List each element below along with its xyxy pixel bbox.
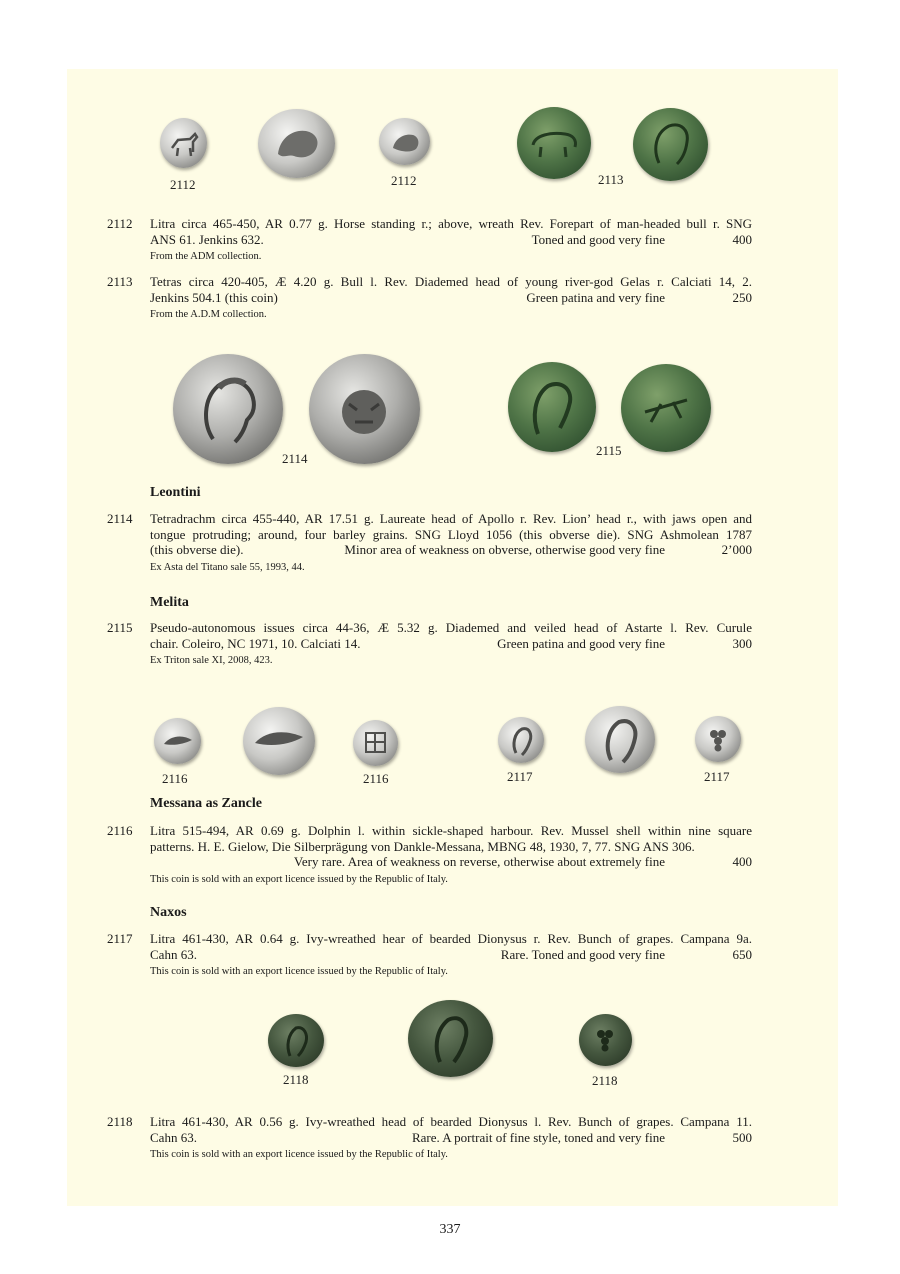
lot-text-line	[150, 290, 752, 306]
figure-label: 2118	[592, 1073, 618, 1088]
lot-number: 2114	[107, 511, 133, 526]
section-heading-messana: Messana as Zancle	[150, 796, 262, 811]
lot-provenance: Ex Asta del Titano sale 55, 1993, 44.	[150, 561, 305, 573]
figure-label: 2117	[704, 769, 730, 784]
lot-text-line: Litra 515-494, AR 0.69 g. Dolphin l. within sickle-shaped harbour. Rev. Mussel shell within nine square	[150, 823, 752, 838]
lot-description	[150, 931, 752, 978]
lot-text: (this obverse die).	[150, 542, 244, 557]
coin-2112-obverse-image	[160, 118, 207, 168]
lot-text: ANS 61. Jenkins 632.	[150, 231, 264, 247]
lot-condition: Green patina and very fine	[526, 289, 665, 305]
lot-price: 250	[732, 289, 752, 305]
coin-2116-reverse-image	[353, 720, 398, 766]
coin-2117-reverse-image	[695, 716, 741, 762]
coin-2116-obverse-large-image	[243, 707, 315, 775]
lot-description	[150, 620, 752, 667]
section-heading-leontini: Leontini	[150, 485, 201, 500]
page-number: 337	[439, 1222, 461, 1237]
lot-number: 2115	[107, 620, 133, 635]
lot-text: chair. Coleiro, NC 1971, 10. Calciati 14.	[150, 635, 361, 651]
lot-price: 2’000	[721, 542, 752, 557]
coin-2117-obverse-large-image	[585, 706, 655, 773]
coin-2118-obverse-large-image	[408, 1000, 493, 1077]
lot-provenance: This coin is sold with an export licence issued by the Republic of Italy.	[150, 1149, 448, 1160]
lot-text-line: tongue protruding; around, four barley grains. SNG Lloyd 1056 (this obverse die). SNG Ashmolean 1787	[150, 526, 752, 542]
coin-2115-reverse-image	[621, 364, 711, 452]
figure-label: 2116	[162, 771, 188, 786]
section-heading-melita: Melita	[150, 595, 189, 610]
coin-2118-obverse-image	[268, 1014, 324, 1067]
lot-description	[150, 216, 752, 263]
coin-2114-obverse-image	[173, 354, 283, 464]
lot-condition: Minor area of weakness on obverse, otherwise good very fine	[344, 542, 665, 557]
coin-2113-reverse-image	[633, 108, 708, 181]
lot-description	[150, 1114, 752, 1161]
lot-provenance: From the ADM collection.	[150, 251, 262, 262]
lot-text-line	[150, 232, 752, 248]
coin-2114-reverse-image	[309, 354, 420, 464]
figure-label: 2115	[596, 443, 622, 458]
coin-2112-reverse-large-image	[258, 109, 335, 178]
lot-provenance: This coin is sold with an export licence issued by the Republic of Italy.	[150, 966, 448, 977]
lot-provenance: From the A.D.M collection.	[150, 309, 267, 320]
coin-2116-obverse-image	[154, 718, 201, 764]
lot-description	[150, 274, 752, 321]
lot-price: 650	[732, 946, 752, 962]
lot-number: 2116	[107, 823, 133, 838]
lot-description	[150, 823, 752, 886]
lot-provenance: This coin is sold with an export licence issued by the Republic of Italy.	[150, 873, 448, 885]
lot-description	[150, 511, 752, 574]
lot-price: 400	[732, 854, 752, 869]
lot-text-line	[150, 1130, 752, 1146]
lot-provenance: Ex Triton sale XI, 2008, 423.	[150, 655, 273, 666]
coin-2118-reverse-image	[579, 1014, 632, 1066]
lot-text: Cahn 63.	[150, 946, 197, 962]
section-heading-naxos: Naxos	[150, 905, 187, 920]
lot-text-line	[150, 542, 752, 558]
figure-label: 2118	[283, 1072, 309, 1087]
coin-2115-obverse-image	[508, 362, 596, 452]
lot-number: 2117	[107, 931, 133, 946]
figure-label: 2112	[170, 177, 196, 192]
lot-price: 500	[732, 1129, 752, 1145]
lot-text-line: Tetradrachm circa 455-440, AR 17.51 g. Laureate head of Apollo r. Rev. Lion’ head r., with jaws open and	[150, 511, 752, 526]
figure-label: 2113	[598, 172, 624, 187]
lot-text: Cahn 63.	[150, 1129, 197, 1145]
lot-text-line	[150, 636, 752, 652]
lot-condition: Very rare. Area of weakness on reverse, otherwise about extremely fine	[293, 854, 665, 869]
figure-label: 2112	[391, 173, 417, 188]
lot-text-line: Litra 461-430, AR 0.56 g. Ivy-wreathed head of bearded Dionysus l. Rev. Bunch of grapes. Campana 11.	[150, 1114, 752, 1129]
lot-text-line: Pseudo-autonomous issues circa 44-36, Æ 5.32 g. Diademed and veiled head of Astarte l. Rev. Curule	[150, 620, 752, 635]
lot-text-line	[150, 854, 752, 870]
lot-text-line: Litra 461-430, AR 0.64 g. Ivy-wreathed hear of bearded Dionysus r. Rev. Bunch of grapes. Campana 9a.	[150, 931, 752, 946]
lot-number: 2112	[107, 216, 133, 231]
lot-condition: Rare. A portrait of fine style, toned and very fine	[411, 1129, 665, 1145]
lot-text-line: Tetras circa 420-405, Æ 4.20 g. Bull l. Rev. Diademed head of young river-god Gelas r. Calciati 14, 2.	[150, 274, 752, 289]
lot-condition: Rare. Toned and good very fine	[500, 946, 665, 962]
lot-text-line	[150, 947, 752, 963]
coin-2113-obverse-image	[517, 107, 591, 179]
lot-text-line: Litra circa 465-450, AR 0.77 g. Horse standing r.; above, wreath Rev. Forepart of man-headed bull r. SNG	[150, 216, 752, 231]
figure-label: 2117	[507, 769, 533, 784]
lot-price: 300	[732, 635, 752, 651]
figure-label: 2116	[363, 771, 389, 786]
lot-condition: Toned and good very fine	[531, 231, 665, 247]
coin-2117-obverse-image	[498, 717, 544, 763]
lot-text: Jenkins 504.1 (this coin)	[150, 289, 278, 305]
lot-condition: Green patina and good very fine	[497, 635, 665, 651]
figure-label: 2114	[282, 451, 308, 466]
lot-number: 2118	[107, 1114, 133, 1129]
lot-text-line: patterns. H. E. Gielow, Die Silberprägung von Dankle-Messana, MBNG 48, 1930, 7, 77. SNG ANS 306.	[150, 838, 695, 854]
lot-price: 400	[732, 231, 752, 247]
lot-number: 2113	[107, 274, 133, 289]
coin-2112-reverse-image	[379, 118, 430, 165]
